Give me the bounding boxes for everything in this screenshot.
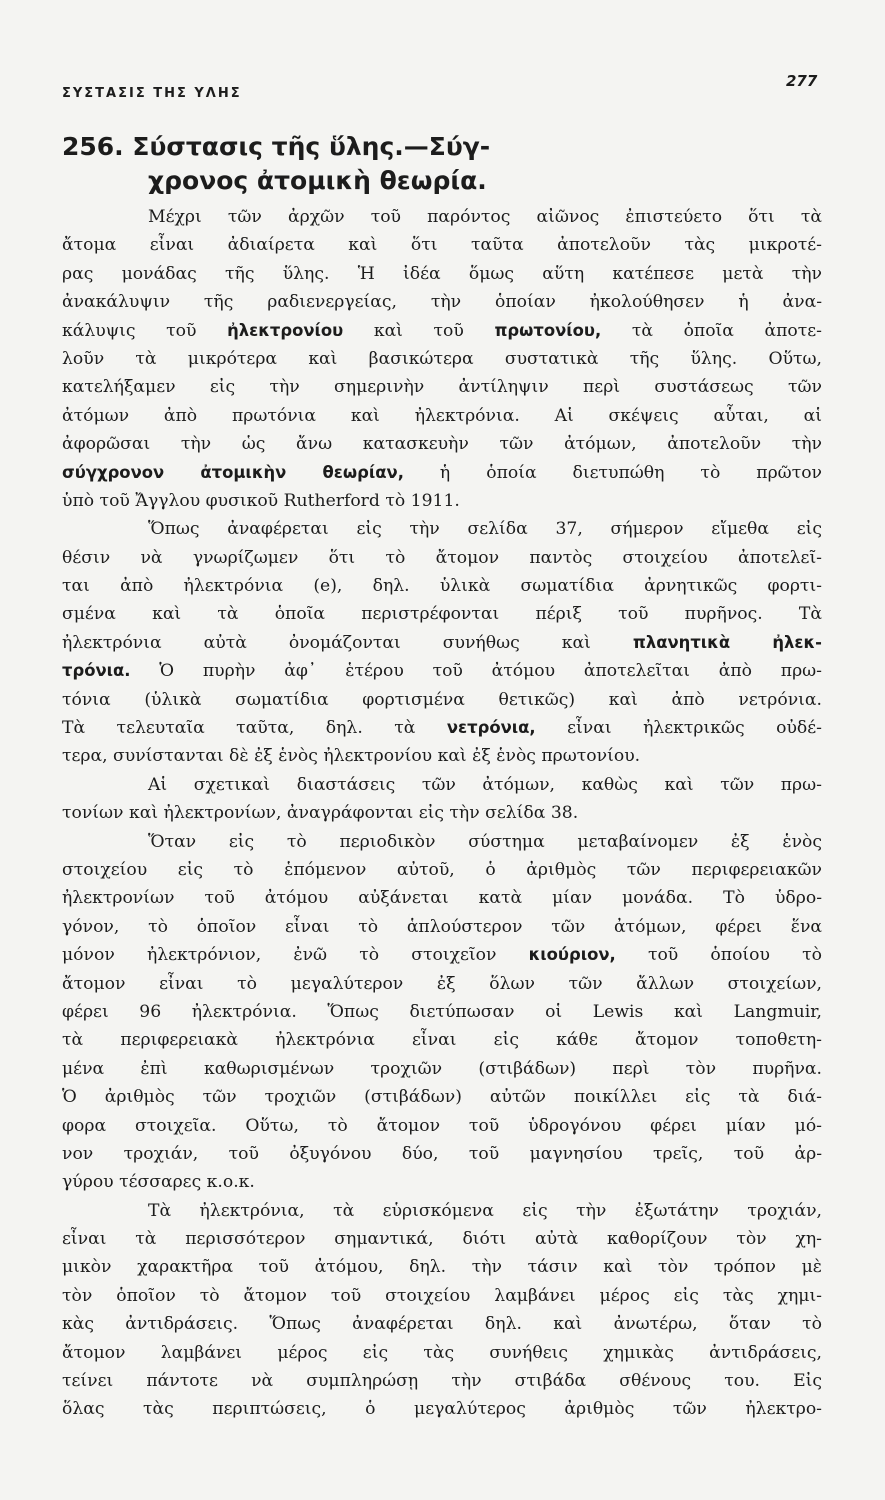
text-line xyxy=(62,487,822,515)
text-run: ἄτομον εἶναι τὸ μεγαλύτερον ἐξ ὅλων τῶν ἄλλων στοιχείων, xyxy=(62,973,822,994)
text-run: φορα στοιχεῖα. Οὕτω, τὸ ἄτομον τοῦ ὑδρογόνου φέρει μίαν μό- xyxy=(62,1115,822,1136)
text-line xyxy=(62,600,822,628)
text-line xyxy=(62,970,822,998)
text-run: μένα ἐπὶ καθωρισμένων τροχιῶν (στιβάδων) περὶ τὸν πυρῆνα. xyxy=(62,1058,822,1079)
text-line xyxy=(62,373,822,401)
text-line xyxy=(62,799,822,827)
text-line xyxy=(62,1140,822,1168)
text-run: φέρει 96 ἠλεκτρόνια. Ὅπως διετύπωσαν οἱ Lewis καὶ Langmuir, xyxy=(62,1001,822,1022)
text-line xyxy=(62,459,822,487)
text-run: τοῦ ὁποίου τὸ xyxy=(615,945,822,966)
text-run: ὑπὸ τοῦ Ἄγγλου φυσικοῦ Rutherford τὸ 1911. xyxy=(62,490,460,511)
text-line xyxy=(62,629,822,657)
section-title-line-2: χρονος ἀτομικὴ θεωρία. xyxy=(148,166,487,195)
text-run: ὅλας τὰς περιπτώσεις, ὁ μεγαλύτερος ἀριθμὸς τῶν ἠλεκτρο- xyxy=(62,1399,822,1420)
text-run: Ὁ ἀριθμὸς τῶν τροχιῶν (στιβάδων) αὐτῶν ποικίλλει εἰς τὰ διά- xyxy=(62,1087,822,1108)
text-run: ἄτομον λαμβάνει μέρος εἰς τὰς συνήθεις χημικὰς ἀντιδράσεις, xyxy=(62,1342,822,1363)
bold-term: νετρόνια, xyxy=(446,718,536,738)
text-run: μικὸν χαρακτῆρα τοῦ ἀτόμου, δηλ. τὴν τάσιν καὶ τὸν τρόπον μὲ xyxy=(62,1257,822,1278)
text-run: γόνον, τὸ ὁποῖον εἶναι τὸ ἁπλούστερον τῶν ἀτόμων, φέρει ἕνα xyxy=(62,916,822,937)
text-run: τονίων καὶ ἠλεκτρονίων, ἀναγράφονται εἰς τὴν σελίδα 38. xyxy=(62,803,579,824)
text-line xyxy=(62,1282,822,1310)
text-run: ἠλεκτρόνια αὐτὰ ὀνομάζονται συνήθως καὶ xyxy=(62,632,633,653)
text-line xyxy=(62,430,822,458)
text-line xyxy=(62,1339,822,1367)
text-line xyxy=(62,1225,822,1253)
text-line xyxy=(62,1026,822,1054)
text-line xyxy=(62,260,822,288)
text-line xyxy=(62,544,822,572)
text-run: τείνει πάντοτε νὰ συμπληρώσῃ τὴν στιβάδα σθένους του. Εἰς xyxy=(62,1371,822,1392)
text-line xyxy=(62,1055,822,1083)
text-run: νον τροχιάν, τοῦ ὀξυγόνου δύο, τοῦ μαγνησίου τρεῖς, τοῦ ἀρ- xyxy=(62,1143,822,1164)
text-run: ἀνακάλυψιν τῆς ραδιενεργείας, τὴν ὁποίαν ἠκολούθησεν ἡ ἀνα- xyxy=(62,292,822,313)
text-line xyxy=(62,742,822,770)
page-number: 277 xyxy=(786,72,818,90)
text-run: ἡ ὁποία διετυπώθη τὸ πρῶτον xyxy=(403,462,822,483)
text-line xyxy=(62,1168,822,1196)
bold-term: ἠλεκτρονίου xyxy=(227,320,344,340)
text-run: καὶ τοῦ xyxy=(343,320,495,341)
text-line xyxy=(62,1253,822,1281)
bold-term: σύγχρονον ἀτομικὴν θεωρίαν, xyxy=(62,462,404,482)
text-line xyxy=(62,345,822,373)
text-run: ται ἀπὸ ἠλεκτρόνια (e), δηλ. ὑλικὰ σωματίδια ἀρνητικῶς φορτι- xyxy=(62,576,822,597)
text-run: τὰ περιφερειακὰ ἠλεκτρόνια εἶναι εἰς κάθε ἄτομον τοποθετη- xyxy=(62,1030,822,1051)
text-run: τὸν ὁποῖον τὸ ἄτομον τοῦ στοιχείου λαμβάνει μέρος εἰς τὰς χημι- xyxy=(62,1285,822,1306)
text-run: εἶναι ἠλεκτρικῶς οὐδέ- xyxy=(535,718,822,739)
text-line xyxy=(62,317,822,345)
bold-term: κιούριον, xyxy=(528,945,616,965)
text-run: Μέχρι τῶν ἀρχῶν τοῦ παρόντος αἰῶνος ἐπιστεύετο ὅτι τὰ xyxy=(148,207,822,227)
text-run: ἠλεκτρονίων τοῦ ἀτόμου αὐξάνεται κατὰ μίαν μονάδα. Τὸ ὑδρο- xyxy=(62,888,822,909)
text-run: στοιχείου εἰς τὸ ἑπόμενον αὐτοῦ, ὁ ἀριθμὸς τῶν περιφερειακῶν xyxy=(62,859,822,880)
text-line xyxy=(62,1112,822,1140)
text-line xyxy=(62,941,822,969)
text-run: ρας μονάδας τῆς ὕλης. Ἡ ἰδέα ὅμως αὕτη κατέπεσε μετὰ τὴν xyxy=(62,263,822,284)
text-line xyxy=(62,828,822,856)
text-run: γύρου τέσσαρες κ.ο.κ. xyxy=(62,1172,255,1193)
text-line xyxy=(62,913,822,941)
text-run: σμένα καὶ τὰ ὁποῖα περιστρέφονται πέριξ τοῦ πυρῆνος. Τὰ xyxy=(62,604,822,625)
text-line xyxy=(62,288,822,316)
text-line xyxy=(62,1310,822,1338)
text-line xyxy=(62,771,822,799)
text-run: Τὰ τελευταῖα ταῦτα, δηλ. τὰ xyxy=(62,718,447,739)
text-run: κὰς ἀντιδράσεις. Ὅπως ἀναφέρεται δηλ. καὶ ἀνωτέρω, ὅταν τὸ xyxy=(62,1314,822,1335)
text-run: θέσιν νὰ γνωρίζωμεν ὅτι τὸ ἄτομον παντὸς στοιχείου ἀποτελεῖ- xyxy=(62,547,822,568)
text-run: τερα, συνίστανται δὲ ἐξ ἑνὸς ἠλεκτρονίου καὶ ἐξ ἑνὸς πρωτονίου. xyxy=(62,746,641,767)
section-heading xyxy=(62,130,562,198)
text-line xyxy=(62,1083,822,1111)
text-line xyxy=(62,856,822,884)
text-run: τὰ ὁποῖα ἀποτε- xyxy=(601,320,822,341)
text-line xyxy=(62,657,822,685)
text-run: Ὁ πυρὴν ἀφ᾽ ἑτέρου τοῦ ἀτόμου ἀποτελεῖται ἀπὸ πρω- xyxy=(130,661,822,682)
text-line xyxy=(62,572,822,600)
text-line xyxy=(62,686,822,714)
text-line xyxy=(62,884,822,912)
text-run: Ὅταν εἰς τὸ περιοδικὸν σύστημα μεταβαίνομεν ἐξ ἑνὸς xyxy=(148,831,822,852)
text-line xyxy=(62,1367,822,1395)
text-line xyxy=(62,231,822,259)
text-run: μόνον ἠλεκτρόνιον, ἐνῶ τὸ στοιχεῖον xyxy=(62,945,529,966)
text-run: Ὅπως ἀναφέρεται εἰς τὴν σελίδα 37, σήμερον εἴμεθα εἰς xyxy=(148,519,822,540)
text-run: λοῦν τὰ μικρότερα καὶ βασικώτερα συστατικὰ τῆς ὕλης. Οὕτω, xyxy=(62,348,822,369)
bold-term: πρωτονίου, xyxy=(494,320,602,340)
text-run: Αἱ σχετικαὶ διαστάσεις τῶν ἀτόμων, καθὼς καὶ τῶν πρω- xyxy=(148,774,822,795)
text-line xyxy=(62,1197,822,1225)
text-line xyxy=(62,402,822,430)
body-text xyxy=(62,203,822,1424)
text-run: κάλυψις τοῦ xyxy=(62,320,228,341)
section-title-line-1: 256. Σύστασις τῆς ὕλης.—Σύγ- xyxy=(62,132,491,161)
running-head: ΣΥΣΤΑΣΙΣ ΤΗΣ ΥΛΗΣ xyxy=(62,86,242,101)
text-run: Τὰ ἠλεκτρόνια, τὰ εὑρισκόμενα εἰς τὴν ἐξωτάτην τροχιάν, xyxy=(148,1200,822,1221)
text-run: ἄτομα εἶναι ἀδιαίρετα καὶ ὅτι ταῦτα ἀποτελοῦν τὰς μικροτέ- xyxy=(62,235,822,256)
text-run: κατελήξαμεν εἰς τὴν σημερινὴν ἀντίληψιν περὶ συστάσεως τῶν xyxy=(62,377,822,398)
text-run: ἀτόμων ἀπὸ πρωτόνια καὶ ἠλεκτρόνια. Αἱ σκέψεις αὗται, αἱ xyxy=(62,405,822,426)
text-line xyxy=(62,515,822,543)
text-run: ἀφορῶσαι τὴν ὡς ἄνω κατασκευὴν τῶν ἀτόμων, ἀποτελοῦν τὴν xyxy=(62,434,822,455)
text-line xyxy=(62,1395,822,1423)
bold-term: τρόνια. xyxy=(62,661,131,681)
text-line xyxy=(62,203,822,231)
text-run: τόνια (ὑλικὰ σωματίδια φορτισμένα θετικῶς) καὶ ἀπὸ νετρόνια. xyxy=(62,689,822,710)
text-line xyxy=(62,714,822,742)
text-line xyxy=(62,998,822,1026)
bold-term: πλανητικὰ ἠλεκ- xyxy=(632,632,822,652)
text-run: εἶναι τὰ περισσότερον σημαντικά, διότι αὐτὰ καθορίζουν τὸν χη- xyxy=(62,1229,822,1250)
